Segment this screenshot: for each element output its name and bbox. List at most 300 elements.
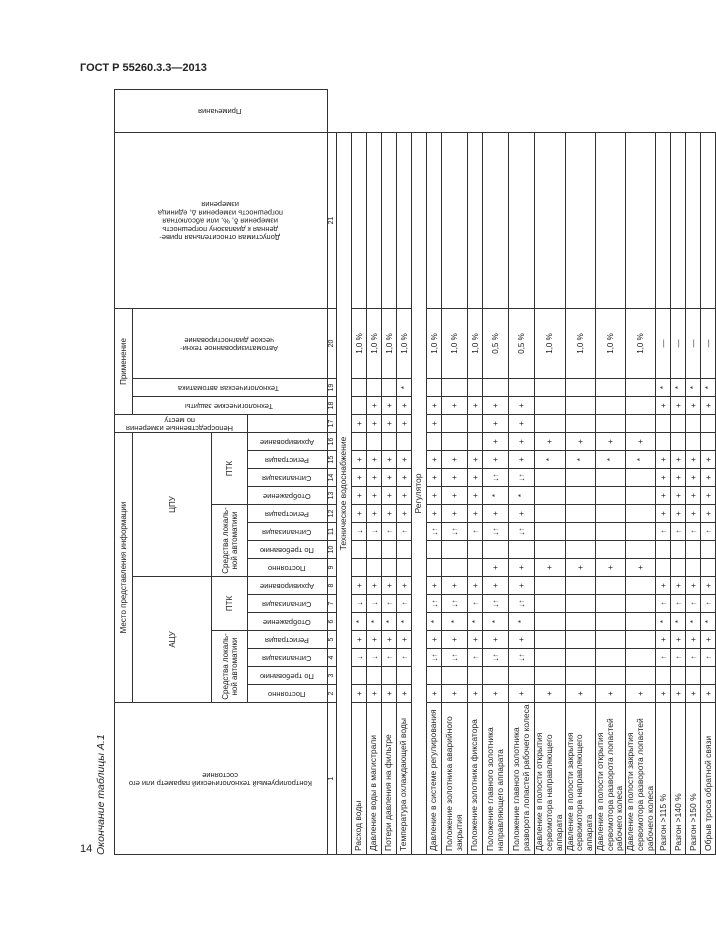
table-cell	[442, 433, 468, 451]
acu-ptk-header: ПТК	[212, 577, 248, 631]
table-cell: *	[626, 451, 656, 469]
table-cell: *	[509, 487, 535, 505]
table-cell: +	[483, 451, 509, 469]
table-cell	[397, 132, 412, 308]
table-cell	[686, 559, 701, 577]
table-cell: +	[352, 469, 367, 487]
table-cell: —	[656, 308, 671, 378]
table-cell: +	[535, 559, 565, 577]
table-cell: ↑	[671, 523, 686, 541]
col-register: Регистрация	[248, 631, 328, 649]
table-cell	[626, 415, 656, 433]
column-number: 3	[328, 667, 337, 685]
table-cell: ↑	[656, 649, 671, 667]
table-cell: ↑	[701, 649, 716, 667]
table-cell: +	[367, 631, 382, 649]
table-cell	[427, 541, 442, 559]
column-number: 16	[328, 433, 337, 451]
table-cell: 1,0 %	[565, 308, 595, 378]
parameter-name: Потери давления на фильтре	[382, 703, 397, 855]
table-cell	[626, 523, 656, 541]
table-cell	[565, 649, 595, 667]
table-cell: +	[468, 505, 483, 523]
table-cell	[468, 541, 483, 559]
table-cell: ↑	[397, 523, 412, 541]
table-cell: +	[671, 469, 686, 487]
col-display-2: Отображение	[248, 487, 328, 505]
section-title: Техническое водоснабжение	[337, 132, 352, 854]
parameter-name: Разгон >140 %	[671, 703, 686, 855]
table-cell	[468, 379, 483, 397]
table-cell	[671, 667, 686, 685]
table-cell: ↑	[397, 595, 412, 613]
table-cell: +	[367, 505, 382, 523]
table-cell: 1,0 %	[535, 308, 565, 378]
table-cell: +	[509, 415, 535, 433]
table-cell: *	[352, 613, 367, 631]
column-number: 10	[328, 541, 337, 559]
table-cell: 1,0 %	[595, 308, 625, 378]
table-cell	[595, 649, 625, 667]
table-cell: +	[397, 577, 412, 595]
table-cell: ↑	[686, 595, 701, 613]
table-cell	[352, 559, 367, 577]
column-number: 14	[328, 469, 337, 487]
column-number: 8	[328, 577, 337, 595]
table-cell	[565, 397, 595, 415]
table-cell: +	[442, 577, 468, 595]
table-cell	[565, 469, 595, 487]
table-cell	[565, 415, 595, 433]
table-cell: +	[442, 469, 468, 487]
table-row	[397, 90, 412, 855]
table-cell	[671, 132, 686, 308]
table-cell: +	[382, 415, 397, 433]
table-cell: ↑	[382, 523, 397, 541]
table-cell: +	[701, 577, 716, 595]
table-cell	[626, 577, 656, 595]
parameter-name: Давление в полости закрытия сервомотора направляющего аппарата	[565, 703, 595, 855]
table-cell: +	[382, 577, 397, 595]
table-cell	[686, 541, 701, 559]
table-cell	[483, 132, 509, 308]
table-cell: +	[626, 559, 656, 577]
table-cell: 1,0 %	[468, 308, 483, 378]
table-cell: 1,0 %	[397, 308, 412, 378]
table-cell: +	[686, 685, 701, 703]
table-cell	[535, 667, 565, 685]
table-cell: +	[671, 577, 686, 595]
column-number: 5	[328, 631, 337, 649]
table-cell: +	[509, 433, 535, 451]
col-signal-2: Сигнализация	[248, 523, 328, 541]
table-cell: +	[468, 469, 483, 487]
column-numbers-row	[328, 90, 337, 855]
table-cell: ↑	[397, 649, 412, 667]
table-cell	[468, 667, 483, 685]
table-cell: +	[382, 487, 397, 505]
table-cell: ↓	[367, 649, 382, 667]
table-row	[671, 90, 686, 855]
table-cell: *	[535, 451, 565, 469]
table-cell: ↑	[686, 523, 701, 541]
column-number: 7	[328, 595, 337, 613]
table-row	[382, 90, 397, 855]
table-body	[337, 90, 716, 855]
table-cell	[686, 433, 701, 451]
table-cell: ↓↑	[442, 649, 468, 667]
table-row	[656, 90, 671, 855]
table-cell: ↓↑	[442, 595, 468, 613]
table-cell: +	[367, 685, 382, 703]
parameter-name: Положение главного золотника направляющего аппарата	[483, 703, 509, 855]
table-cell: +	[382, 469, 397, 487]
table-cell: +	[483, 559, 509, 577]
table-cell: —	[686, 308, 701, 378]
parameter-name: Разгон >150 %	[686, 703, 701, 855]
param-header: Контролируемый технологический параметр или его состояние	[115, 703, 328, 855]
table-cell	[686, 132, 701, 308]
table-cell: +	[686, 577, 701, 595]
table-cell: +	[671, 685, 686, 703]
table-cell: ↑	[656, 523, 671, 541]
table-cell	[427, 667, 442, 685]
col-archive: Архивирование	[248, 577, 328, 595]
table-cell: *	[656, 379, 671, 397]
table-cell	[595, 415, 625, 433]
acu-local-header: Средства локаль- ной автоматики	[212, 631, 248, 703]
table-cell	[427, 132, 442, 308]
column-number: 9	[328, 559, 337, 577]
table-cell	[595, 613, 625, 631]
section-row	[412, 90, 427, 855]
table-cell	[565, 595, 595, 613]
table-cell: +	[671, 451, 686, 469]
column-number: 1	[328, 703, 337, 855]
table-cell: +	[595, 685, 625, 703]
automation-header: Технологическая автоматика	[133, 379, 328, 397]
table-cell: ↑	[701, 595, 716, 613]
table-cell: +	[656, 451, 671, 469]
column-number: 12	[328, 505, 337, 523]
table-cell: +	[427, 631, 442, 649]
table-cell	[535, 505, 565, 523]
parameter-name: Давление в системе регулирования	[427, 703, 442, 855]
table-cell: +	[367, 487, 382, 505]
table-cell: +	[397, 685, 412, 703]
table-cell	[535, 132, 565, 308]
table-cell	[595, 487, 625, 505]
table-cell: +	[367, 577, 382, 595]
col-permanent: Постоянно	[248, 685, 328, 703]
table-cell: +	[367, 451, 382, 469]
table-cell: ↓	[352, 649, 367, 667]
table-row	[442, 90, 468, 855]
table-cell: *	[701, 379, 716, 397]
diag-header: Автоматизированное техни- ческое диагностирование	[133, 308, 328, 378]
table-cell: +	[701, 631, 716, 649]
table-row	[701, 90, 716, 855]
table-cell: ↓↑	[483, 469, 509, 487]
table-cell: +	[427, 577, 442, 595]
table-caption: Окончание таблицы А.1	[95, 734, 107, 855]
table-cell	[483, 541, 509, 559]
table-cell	[382, 559, 397, 577]
table-cell	[367, 667, 382, 685]
table-cell: +	[626, 685, 656, 703]
column-number: 6	[328, 613, 337, 631]
parameter-name: Положение золотника аварийного закрытия	[442, 703, 468, 855]
table-cell: +	[535, 685, 565, 703]
table-cell	[483, 667, 509, 685]
parameter-name: Давление в полости открытия сервомотора направляющего аппарата	[535, 703, 565, 855]
cpu-header: ЦПУ	[133, 433, 212, 577]
table-cell: +	[427, 415, 442, 433]
table-cell: +	[483, 397, 509, 415]
table-cell: ↑	[468, 649, 483, 667]
table-row	[427, 90, 442, 855]
table-cell	[352, 433, 367, 451]
table-cell: 1,0 %	[382, 308, 397, 378]
table-cell: +	[427, 685, 442, 703]
table-cell	[382, 379, 397, 397]
table-cell	[468, 415, 483, 433]
table-cell: +	[352, 487, 367, 505]
section-title: Регулятор	[412, 132, 427, 854]
table-cell	[427, 433, 442, 451]
cpu-ptk-header: ПТК	[212, 433, 248, 505]
table-cell	[565, 379, 595, 397]
parameter-name: Положение главного золотника разворота лопастей рабочего колеса	[509, 703, 535, 855]
table-cell	[442, 667, 468, 685]
table-cell: +	[656, 397, 671, 415]
table-cell: 1,0 %	[427, 308, 442, 378]
table-cell: *	[509, 613, 535, 631]
table-cell: +	[442, 631, 468, 649]
table-cell	[626, 397, 656, 415]
table-cell: +	[656, 685, 671, 703]
table-cell: +	[382, 451, 397, 469]
table-cell	[595, 132, 625, 308]
table-cell: +	[671, 487, 686, 505]
table-cell: *	[397, 379, 412, 397]
table-cell: ↓↑	[509, 649, 535, 667]
table-cell: +	[483, 685, 509, 703]
table-cell: ↑	[382, 595, 397, 613]
table-cell: +	[509, 505, 535, 523]
table-cell: +	[509, 397, 535, 415]
table-cell	[656, 667, 671, 685]
table-cell: +	[483, 505, 509, 523]
table-cell	[671, 559, 686, 577]
table-cell	[671, 415, 686, 433]
col-register-2: Регистрация	[248, 505, 328, 523]
table-cell: ↓↑	[509, 469, 535, 487]
table-cell	[595, 379, 625, 397]
table-cell: *	[671, 379, 686, 397]
table-row	[565, 90, 595, 855]
table-cell: ↓↑	[483, 649, 509, 667]
table-cell: ↓↑	[427, 523, 442, 541]
direct-header: Непосредственные измерения по месту	[115, 415, 248, 433]
table-cell: +	[701, 685, 716, 703]
table-cell: 1,0 %	[626, 308, 656, 378]
table-cell	[442, 559, 468, 577]
table-cell	[535, 487, 565, 505]
table-cell: +	[701, 469, 716, 487]
table-cell: +	[352, 577, 367, 595]
table-cell	[701, 433, 716, 451]
table-cell: *	[565, 451, 595, 469]
column-number: 21	[328, 132, 337, 308]
table-cell	[382, 433, 397, 451]
table-cell: +	[442, 487, 468, 505]
table-cell: —	[671, 308, 686, 378]
table-cell	[442, 379, 468, 397]
table-cell	[427, 559, 442, 577]
table-cell: ↓↑	[427, 595, 442, 613]
parameter-name: Разгон >115 %	[656, 703, 671, 855]
table-cell: ↑	[656, 595, 671, 613]
table-cell	[535, 397, 565, 415]
table-cell	[626, 631, 656, 649]
table-cell: *	[701, 613, 716, 631]
table-cell: +	[483, 631, 509, 649]
table-cell: +	[382, 397, 397, 415]
table-cell	[382, 667, 397, 685]
table-cell: +	[509, 577, 535, 595]
table-cell: +	[427, 469, 442, 487]
table-cell	[565, 523, 595, 541]
table-cell: +	[442, 397, 468, 415]
table-cell: ↓	[367, 523, 382, 541]
table-cell: +	[686, 487, 701, 505]
col-register-ptk-2: Регистрация	[248, 451, 328, 469]
table-cell	[483, 379, 509, 397]
table-cell: +	[382, 685, 397, 703]
table-cell	[535, 613, 565, 631]
table-cell	[535, 595, 565, 613]
page-number: 14	[80, 843, 93, 855]
table-cell	[397, 433, 412, 451]
table-cell: +	[468, 451, 483, 469]
table-cell	[397, 541, 412, 559]
table-cell: +	[397, 487, 412, 505]
table-cell: +	[656, 577, 671, 595]
table-cell	[367, 433, 382, 451]
table-cell	[367, 132, 382, 308]
table-cell: *	[686, 379, 701, 397]
table-cell: +	[427, 487, 442, 505]
table-cell	[626, 505, 656, 523]
table-cell: +	[671, 397, 686, 415]
table-cell	[565, 132, 595, 308]
table-cell	[382, 541, 397, 559]
col-signal-ptk: Сигнализация	[248, 595, 328, 613]
table-cell	[626, 613, 656, 631]
table-cell	[442, 541, 468, 559]
table-cell	[626, 469, 656, 487]
table-cell: +	[468, 397, 483, 415]
table-cell: +	[701, 451, 716, 469]
col-ondemand: По требованию	[248, 667, 328, 685]
table-cell: +	[656, 505, 671, 523]
cpu-local-header: Средства локаль- ной автоматики	[212, 505, 248, 577]
table-cell: ↑	[468, 595, 483, 613]
parameter-name: Обрыв троса обратной связи	[701, 703, 716, 855]
table-cell: +	[397, 415, 412, 433]
table-cell: +	[397, 397, 412, 415]
table-cell: +	[565, 559, 595, 577]
table-cell: +	[701, 397, 716, 415]
table-cell: +	[509, 451, 535, 469]
table-cell	[595, 541, 625, 559]
table-cell	[509, 379, 535, 397]
col-archive-2: Архивирование	[248, 433, 328, 451]
table-cell	[626, 595, 656, 613]
table-cell: ↓	[367, 595, 382, 613]
table-cell	[352, 667, 367, 685]
column-number: 11	[328, 523, 337, 541]
table-cell: +	[686, 469, 701, 487]
parameter-name: Расход воды	[352, 703, 367, 855]
table-cell	[701, 415, 716, 433]
table-cell	[442, 132, 468, 308]
table-cell: ↓↑	[483, 595, 509, 613]
table-cell	[701, 541, 716, 559]
parameter-name: Температура охлаждающей воды	[397, 703, 412, 855]
table-cell: ↓↑	[427, 649, 442, 667]
table-cell	[397, 667, 412, 685]
table-cell	[595, 523, 625, 541]
table-cell: +	[397, 505, 412, 523]
table-row	[535, 90, 565, 855]
table-cell: +	[483, 577, 509, 595]
table-cell	[565, 541, 595, 559]
table-cell: +	[656, 469, 671, 487]
table-cell: ↓↑	[483, 523, 509, 541]
table-row	[686, 90, 701, 855]
table-cell: +	[595, 433, 625, 451]
table-cell: 1,0 %	[367, 308, 382, 378]
column-number: 17	[328, 415, 337, 433]
table-cell	[565, 505, 595, 523]
parameters-table	[114, 89, 716, 855]
table-cell	[509, 667, 535, 685]
table-cell	[595, 505, 625, 523]
table-cell: +	[367, 415, 382, 433]
parameter-name: Положение золотника фиксатора	[468, 703, 483, 855]
table-cell	[565, 577, 595, 595]
table-row	[352, 90, 367, 855]
table-cell: *	[656, 613, 671, 631]
use-header: Применение	[115, 308, 133, 414]
table-cell: *	[397, 613, 412, 631]
table-cell: ↓↑	[509, 523, 535, 541]
table-cell: 0,5 %	[483, 308, 509, 378]
table-cell	[686, 415, 701, 433]
table-cell	[595, 667, 625, 685]
table-cell	[626, 649, 656, 667]
table-cell: +	[427, 451, 442, 469]
table-cell: +	[565, 685, 595, 703]
table-cell: +	[701, 487, 716, 505]
col-ondemand-2: По требованию	[248, 541, 328, 559]
table-cell: +	[686, 505, 701, 523]
table-cell: +	[468, 577, 483, 595]
table-cell	[352, 397, 367, 415]
table-cell	[565, 631, 595, 649]
